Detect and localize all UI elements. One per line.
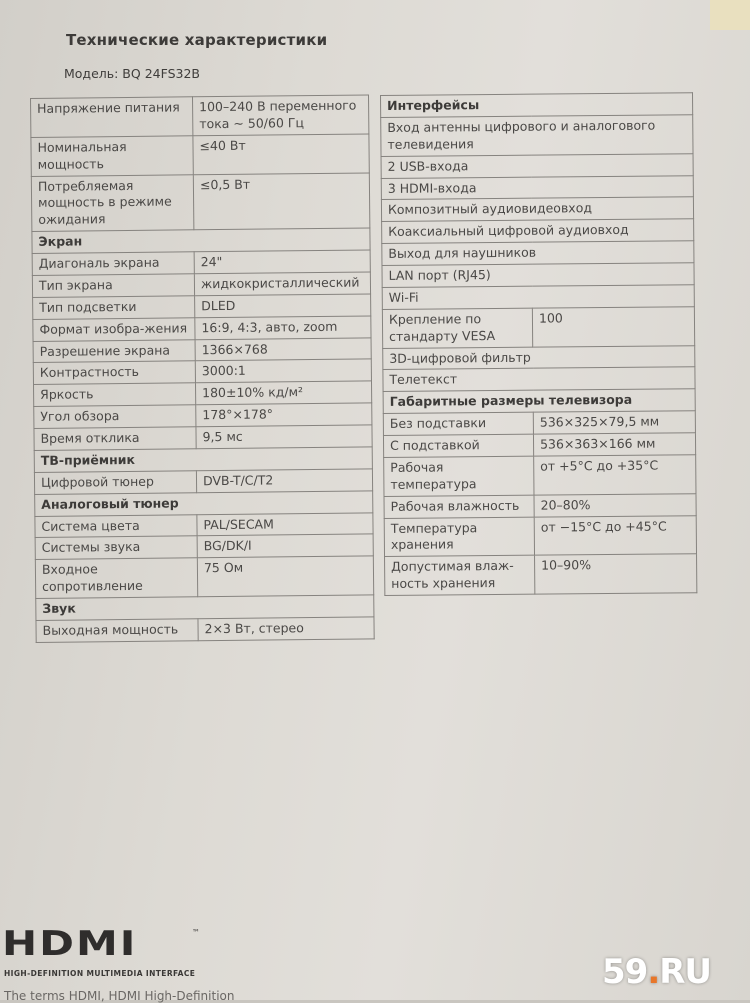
spec-item: Композитный аудиовидеовход xyxy=(381,197,693,222)
watermark-59ru xyxy=(602,952,711,992)
spec-row xyxy=(382,285,694,310)
spec-row xyxy=(384,455,696,496)
spec-item: Wi-Fi xyxy=(382,285,694,310)
section-title: Аналоговый тюнер xyxy=(35,491,373,516)
section-title: Габаритные размеры телевизора xyxy=(383,389,695,414)
section-header-row xyxy=(383,389,695,414)
spec-label: Система цвета xyxy=(35,514,197,538)
spec-label: Формат изобра-жения xyxy=(33,317,195,341)
hdmi-logo-word: HDMI xyxy=(2,924,138,964)
spec-value: 16:9, 4:3, авто, zoom xyxy=(195,316,371,340)
spec-label: Диагональ экрана xyxy=(32,252,194,276)
page-title: Технические характеристики xyxy=(66,31,328,49)
spec-value: от −15°С до +45°С xyxy=(534,515,696,555)
spec-value: DLED xyxy=(195,294,371,318)
section-title: ТВ-приёмник xyxy=(34,447,372,472)
spec-label: Крепление по стандарту VESA xyxy=(382,308,532,348)
hdmi-logo-subtitle: HIGH-DEFINITION MULTIMEDIA INTERFACE xyxy=(4,969,196,978)
spec-item: 3D-цифровой фильтр xyxy=(383,345,695,370)
spec-row xyxy=(36,617,374,642)
spec-label: Выходная мощность xyxy=(36,619,198,643)
spec-item: LAN порт (RJ45) xyxy=(382,263,694,288)
spec-table-left xyxy=(30,94,375,642)
spec-value: 180±10% кд/м² xyxy=(195,381,371,405)
spec-row xyxy=(31,134,369,176)
spec-label: Без подставки xyxy=(383,412,533,435)
spec-value: 536×363×166 мм xyxy=(533,433,695,456)
spec-value: от +5°С до +35°С xyxy=(534,455,696,495)
spec-label: Системы звука xyxy=(35,536,197,560)
spec-label: Угол обзора xyxy=(34,405,196,429)
spec-row xyxy=(382,307,694,348)
spec-value: 3000:1 xyxy=(195,359,371,383)
spec-row xyxy=(31,95,369,137)
spec-value: 75 Ом xyxy=(197,556,373,597)
spec-value: жидкокристаллический xyxy=(194,272,370,296)
model-label: Модель: BQ 24FS32B xyxy=(64,66,200,81)
spec-item: 2 USB-входа xyxy=(381,153,693,178)
spec-row xyxy=(385,554,697,595)
section-header-row xyxy=(381,93,693,118)
spec-row xyxy=(383,367,695,392)
spec-value: DVB-T/C/T2 xyxy=(196,469,372,493)
spec-row xyxy=(382,263,694,288)
spec-item: Выход для наушников xyxy=(382,241,694,266)
spec-label: Тип экрана xyxy=(32,274,194,298)
spec-value: ≤0,5 Вт xyxy=(193,172,370,229)
spec-item: Вход антенны цифрового и аналогового телевидения xyxy=(381,115,693,156)
background-corner xyxy=(710,0,750,30)
spec-label: Допустимая влаж-ность хранения xyxy=(385,555,535,595)
spec-row xyxy=(35,556,373,598)
spec-row xyxy=(383,411,695,436)
spec-label: Разрешение экрана xyxy=(33,339,195,363)
spec-value: BG/DK/I xyxy=(197,534,373,558)
spec-value: 9,5 мс xyxy=(196,425,372,449)
section-title: Экран xyxy=(32,228,370,253)
watermark-suffix: RU xyxy=(659,952,712,992)
spec-item: Телетекст xyxy=(383,367,695,392)
spec-row xyxy=(381,115,693,156)
hdmi-logo-tm: ™ xyxy=(192,928,200,937)
spec-label: Время отклика xyxy=(34,427,196,451)
spec-row xyxy=(384,493,696,518)
spec-label: Номинальная мощность xyxy=(31,136,193,176)
watermark-dot: . xyxy=(647,952,660,992)
spec-row xyxy=(381,197,693,222)
spec-label: Цифровой тюнер xyxy=(34,471,196,495)
spec-value: 2×3 Вт, стерео xyxy=(198,617,374,641)
spec-label: С подставкой xyxy=(383,434,533,457)
spec-label: Тип подсветки xyxy=(33,296,195,320)
spec-item: 3 HDMI-входа xyxy=(381,175,693,200)
spec-row xyxy=(31,172,370,231)
spec-label: Входное сопротивление xyxy=(35,558,197,598)
watermark-number: 59 xyxy=(602,952,648,992)
spec-value: 100–240 В переменного тока ~ 50/60 Гц xyxy=(192,95,368,136)
spec-value: 100 xyxy=(532,307,694,347)
spec-label: Яркость xyxy=(34,383,196,407)
spec-value: 178°×178° xyxy=(196,403,372,427)
spec-value: 1366×768 xyxy=(195,337,371,361)
spec-table-right xyxy=(380,92,697,596)
spec-row xyxy=(383,433,695,458)
section-title: Звук xyxy=(36,595,374,620)
spec-row xyxy=(382,219,694,244)
spec-label: Контрастность xyxy=(33,361,195,385)
spec-item: Коаксиальный цифровой аудиовход xyxy=(382,219,694,244)
spec-label: Напряжение питания xyxy=(31,97,193,137)
spec-value: 10–90% xyxy=(535,554,697,594)
spec-value: PAL/SECAM xyxy=(197,512,373,536)
spec-value: 536×325×79,5 мм xyxy=(533,411,695,434)
spec-row xyxy=(384,515,696,556)
section-title: Интерфейсы xyxy=(381,93,693,118)
spec-label: Рабочая температура xyxy=(384,456,534,496)
spec-value: 20–80% xyxy=(534,493,696,516)
bottom-legal-text: The terms HDMI, HDMI High-Definition xyxy=(4,989,235,1003)
spec-row xyxy=(383,345,695,370)
spec-label: Потребляемая мощность в режиме ожидания xyxy=(31,174,194,231)
spec-row xyxy=(381,175,693,200)
spec-value: 24" xyxy=(194,250,370,274)
spec-value: ≤40 Вт xyxy=(193,134,369,175)
spec-row xyxy=(381,153,693,178)
spec-label: Рабочая влажность xyxy=(384,495,534,518)
spec-row xyxy=(382,241,694,266)
spec-label: Температура хранения xyxy=(384,517,534,557)
